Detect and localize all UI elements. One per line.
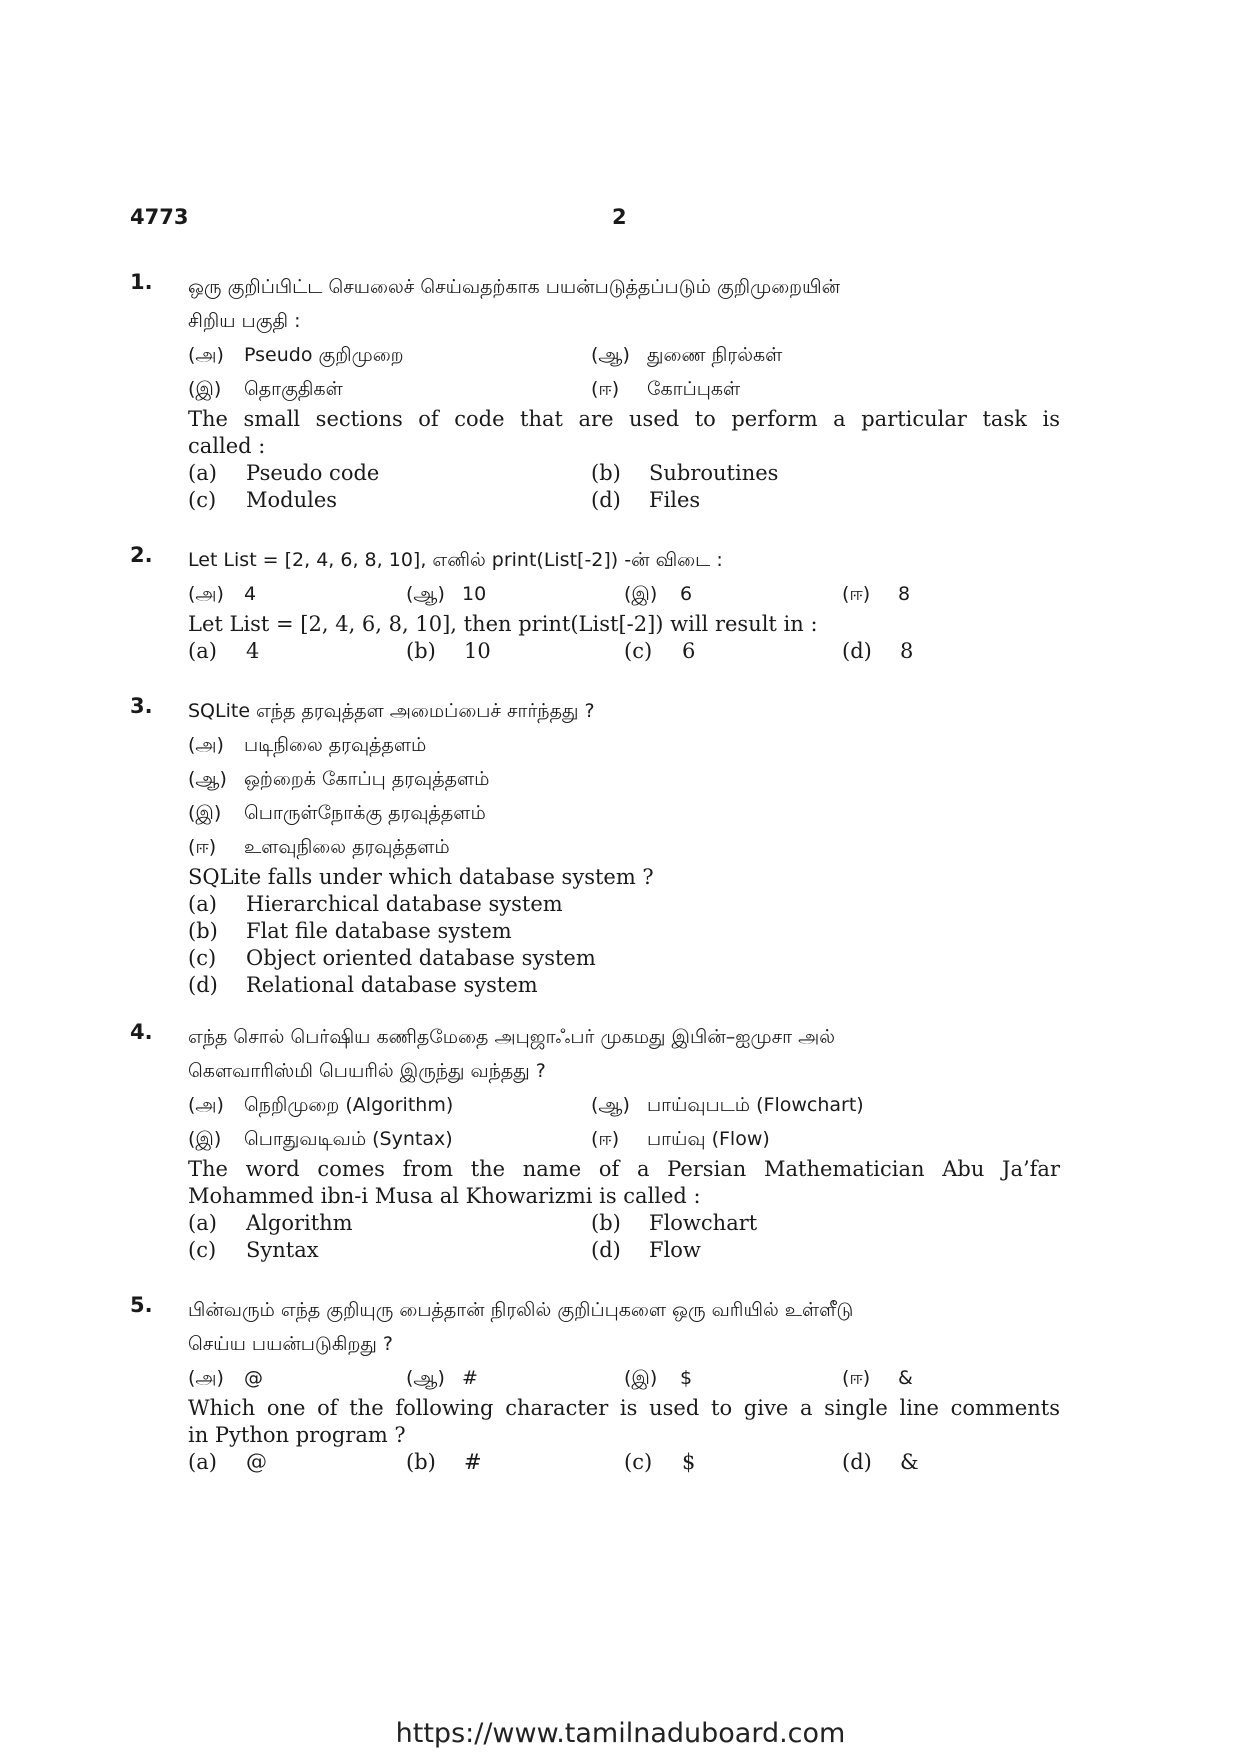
option-label: (b) <box>591 1211 621 1235</box>
option-text: Algorithm <box>246 1211 353 1235</box>
option-label: (ஈ) <box>842 583 871 605</box>
english-options-row <box>188 1210 1060 1237</box>
option-text: பொருள்நோக்கு தரவுத்தளம் <box>244 802 486 824</box>
option-d-tamil <box>591 1122 994 1156</box>
option-label: (அ) <box>188 1367 224 1389</box>
option-d-tamil <box>188 830 1060 864</box>
option-label: (ஆ) <box>406 583 445 605</box>
option-b-tamil <box>591 338 994 372</box>
tamil-options-row <box>188 1122 1060 1156</box>
option-label: (ஆ) <box>591 344 630 366</box>
option-text: பொதுவடிவம் (Syntax) <box>244 1128 453 1150</box>
option-text: Subroutines <box>649 461 779 485</box>
option-c-tamil <box>624 1361 842 1395</box>
english-options-row <box>188 1449 1060 1476</box>
option-text: Files <box>649 488 701 512</box>
option-label: (b) <box>406 639 436 663</box>
option-c <box>188 945 1060 972</box>
option-c-tamil <box>188 796 1060 830</box>
option-b <box>591 460 994 487</box>
option-label: (ஈ) <box>591 1128 620 1150</box>
option-text: # <box>464 1450 482 1474</box>
option-label: (b) <box>188 919 218 943</box>
tamil-options-row <box>188 1361 1060 1395</box>
option-d-tamil <box>591 372 994 406</box>
option-label: (b) <box>406 1450 436 1474</box>
option-a <box>188 891 1060 918</box>
option-text: & <box>898 1367 913 1389</box>
option-text: Pseudo குறிமுறை <box>244 344 404 366</box>
question-text-tamil: சிறிய பகுதி : <box>188 310 301 332</box>
option-d <box>591 487 994 514</box>
question-number: 3. <box>130 694 153 718</box>
option-text: @ <box>244 1367 263 1389</box>
option-label: (இ) <box>624 1367 658 1389</box>
option-label: (இ) <box>188 1128 222 1150</box>
option-label: (இ) <box>188 378 222 400</box>
option-a <box>188 460 591 487</box>
option-c-tamil <box>188 372 591 406</box>
option-label: (d) <box>591 1238 621 1262</box>
option-label: (c) <box>624 639 653 663</box>
option-label: (d) <box>842 1450 872 1474</box>
option-label: (இ) <box>624 583 658 605</box>
option-a-tamil <box>188 728 1060 762</box>
option-text: 8 <box>900 639 914 663</box>
question-text-english: Which one of the following character is used to give a single line comments <box>188 1396 1060 1420</box>
question-number: 1. <box>130 270 153 294</box>
footer-url: https://www.tamilnaduboard.com <box>395 1718 846 1749</box>
option-label: (b) <box>591 461 621 485</box>
option-label: (அ) <box>188 583 224 605</box>
option-label: (ஈ) <box>188 836 217 858</box>
option-a <box>188 1210 591 1237</box>
option-label: (c) <box>188 488 217 512</box>
question-number: 4. <box>130 1020 153 1044</box>
option-text: பாய்வு (Flow) <box>647 1128 770 1150</box>
option-label: (a) <box>188 639 217 663</box>
option-b <box>591 1210 994 1237</box>
option-text: Flowchart <box>649 1211 758 1235</box>
option-text: Modules <box>246 488 338 512</box>
option-d-tamil <box>842 1361 1060 1395</box>
option-label: (ஆ) <box>591 1094 630 1116</box>
tamil-options-row <box>188 1088 1060 1122</box>
option-b-tamil <box>591 1088 994 1122</box>
english-options-row <box>188 638 1060 665</box>
option-text: Pseudo code <box>246 461 380 485</box>
option-text: Flat file database system <box>246 919 512 943</box>
option-label: (d) <box>188 973 218 997</box>
option-a-tamil <box>188 1088 591 1122</box>
option-d-tamil <box>842 577 1060 611</box>
option-text: 8 <box>898 583 911 605</box>
option-a-tamil <box>188 1361 406 1395</box>
option-label: (c) <box>188 1238 217 1262</box>
tamil-options-row <box>188 577 1060 611</box>
option-text: தொகுதிகள் <box>244 378 343 400</box>
option-b-tamil <box>188 762 1060 796</box>
option-c <box>188 487 591 514</box>
question-text-tamil: பின்வரும் எந்த குறியுரு பைத்தான் நிரலில் குறிப்புகளை ஒரு வரியில் உள்ளீடு <box>188 1299 854 1321</box>
option-c <box>188 1237 591 1264</box>
page-number: 2 <box>612 205 627 229</box>
option-text: Hierarchical database system <box>246 892 563 916</box>
option-a-tamil <box>188 338 591 372</box>
option-text: படிநிலை தரவுத்தளம் <box>244 734 427 756</box>
option-text: @ <box>246 1450 267 1474</box>
question-text-english: Let List = [2, 4, 6, 8, 10], then print(List[-2]) will result in : <box>188 612 818 636</box>
option-label: (ஈ) <box>842 1367 871 1389</box>
option-text: 4 <box>246 639 260 663</box>
question-text-tamil: செய்ய பயன்படுகிறது ? <box>188 1333 393 1355</box>
question-text-tamil: எந்த சொல் பெர்ஷிய கணிதமேதை அபுஜாஃபர் முகமது இபின்–ஐமுசா அல் <box>188 1026 836 1048</box>
question-text-tamil: ஒரு குறிப்பிட்ட செயலைச் செய்வதற்காக பயன்படுத்தப்படும் குறிமுறையின் <box>188 276 841 298</box>
question-text-english: in Python program ? <box>188 1423 406 1447</box>
option-label: (a) <box>188 892 217 916</box>
option-d <box>842 1449 1060 1476</box>
option-b <box>406 1449 624 1476</box>
option-text: ஒற்றைக் கோப்பு தரவுத்தளம் <box>244 768 490 790</box>
tamil-options-row <box>188 338 1060 372</box>
option-label: (ஆ) <box>188 768 227 790</box>
option-d <box>842 638 1060 665</box>
option-text: Relational database system <box>246 973 538 997</box>
question-number: 2. <box>130 543 153 567</box>
question-text-english: SQLite falls under which database system ? <box>188 865 654 889</box>
option-text: & <box>900 1450 919 1474</box>
option-d <box>188 972 1060 999</box>
option-label: (c) <box>624 1450 653 1474</box>
option-text: துணை நிரல்கள் <box>647 344 783 366</box>
tamil-options-row <box>188 372 1060 406</box>
option-text: Flow <box>649 1238 701 1262</box>
option-label: (அ) <box>188 1094 224 1116</box>
option-c <box>624 638 842 665</box>
option-c <box>624 1449 842 1476</box>
english-options-row <box>188 1237 1060 1264</box>
english-options-row <box>188 460 1060 487</box>
option-text: # <box>462 1367 478 1389</box>
option-text: Object oriented database system <box>246 946 596 970</box>
option-label: (a) <box>188 1211 217 1235</box>
option-text: கோப்புகள் <box>647 378 741 400</box>
option-text: 6 <box>682 639 696 663</box>
question-text-english: The word comes from the name of a Persian Mathematician Abu Ja’far <box>188 1157 1060 1181</box>
question-text-tamil: Let List = [2, 4, 6, 8, 10], எனில் print(List[-2]) -ன் விடை : <box>188 549 723 571</box>
option-label: (ஈ) <box>591 378 620 400</box>
question-text-english: Mohammed ibn-i Musa al Khowarizmi is called : <box>188 1184 701 1208</box>
option-label: (a) <box>188 1450 217 1474</box>
option-b <box>406 638 624 665</box>
option-label: (c) <box>188 946 217 970</box>
option-c-tamil <box>624 577 842 611</box>
option-b-tamil <box>406 577 624 611</box>
option-a-tamil <box>188 577 406 611</box>
option-text: $ <box>680 1367 693 1389</box>
option-b <box>188 918 1060 945</box>
option-label: (அ) <box>188 344 224 366</box>
question-text-tamil: SQLite எந்த தரவுத்தள அமைப்பைச் சார்ந்தது ? <box>188 700 595 722</box>
question-text-english: The small sections of code that are used to perform a particular task is <box>188 407 1060 431</box>
option-text: 10 <box>464 639 491 663</box>
option-a <box>188 1449 406 1476</box>
option-text: Syntax <box>246 1238 319 1262</box>
option-label: (இ) <box>188 802 222 824</box>
option-label: (d) <box>842 639 872 663</box>
option-label: (ஆ) <box>406 1367 445 1389</box>
option-text: 4 <box>244 583 257 605</box>
option-text: நெறிமுறை (Algorithm) <box>244 1094 454 1116</box>
option-text: பாய்வுபடம் (Flowchart) <box>647 1094 864 1116</box>
option-text: 10 <box>462 583 487 605</box>
option-label: (d) <box>591 488 621 512</box>
option-text: 6 <box>680 583 693 605</box>
option-label: (அ) <box>188 734 224 756</box>
option-c-tamil <box>188 1122 591 1156</box>
option-d <box>591 1237 994 1264</box>
option-a <box>188 638 406 665</box>
option-text: உளவுநிலை தரவுத்தளம் <box>244 836 450 858</box>
english-options-row <box>188 487 1060 514</box>
question-text-tamil: கௌவாரிஸ்மி பெயரில் இருந்து வந்தது ? <box>188 1060 546 1082</box>
question-text-english: called : <box>188 434 266 458</box>
paper-code: 4773 <box>130 205 189 229</box>
option-text: $ <box>682 1450 696 1474</box>
option-label: (a) <box>188 461 217 485</box>
option-b-tamil <box>406 1361 624 1395</box>
question-number: 5. <box>130 1293 153 1317</box>
